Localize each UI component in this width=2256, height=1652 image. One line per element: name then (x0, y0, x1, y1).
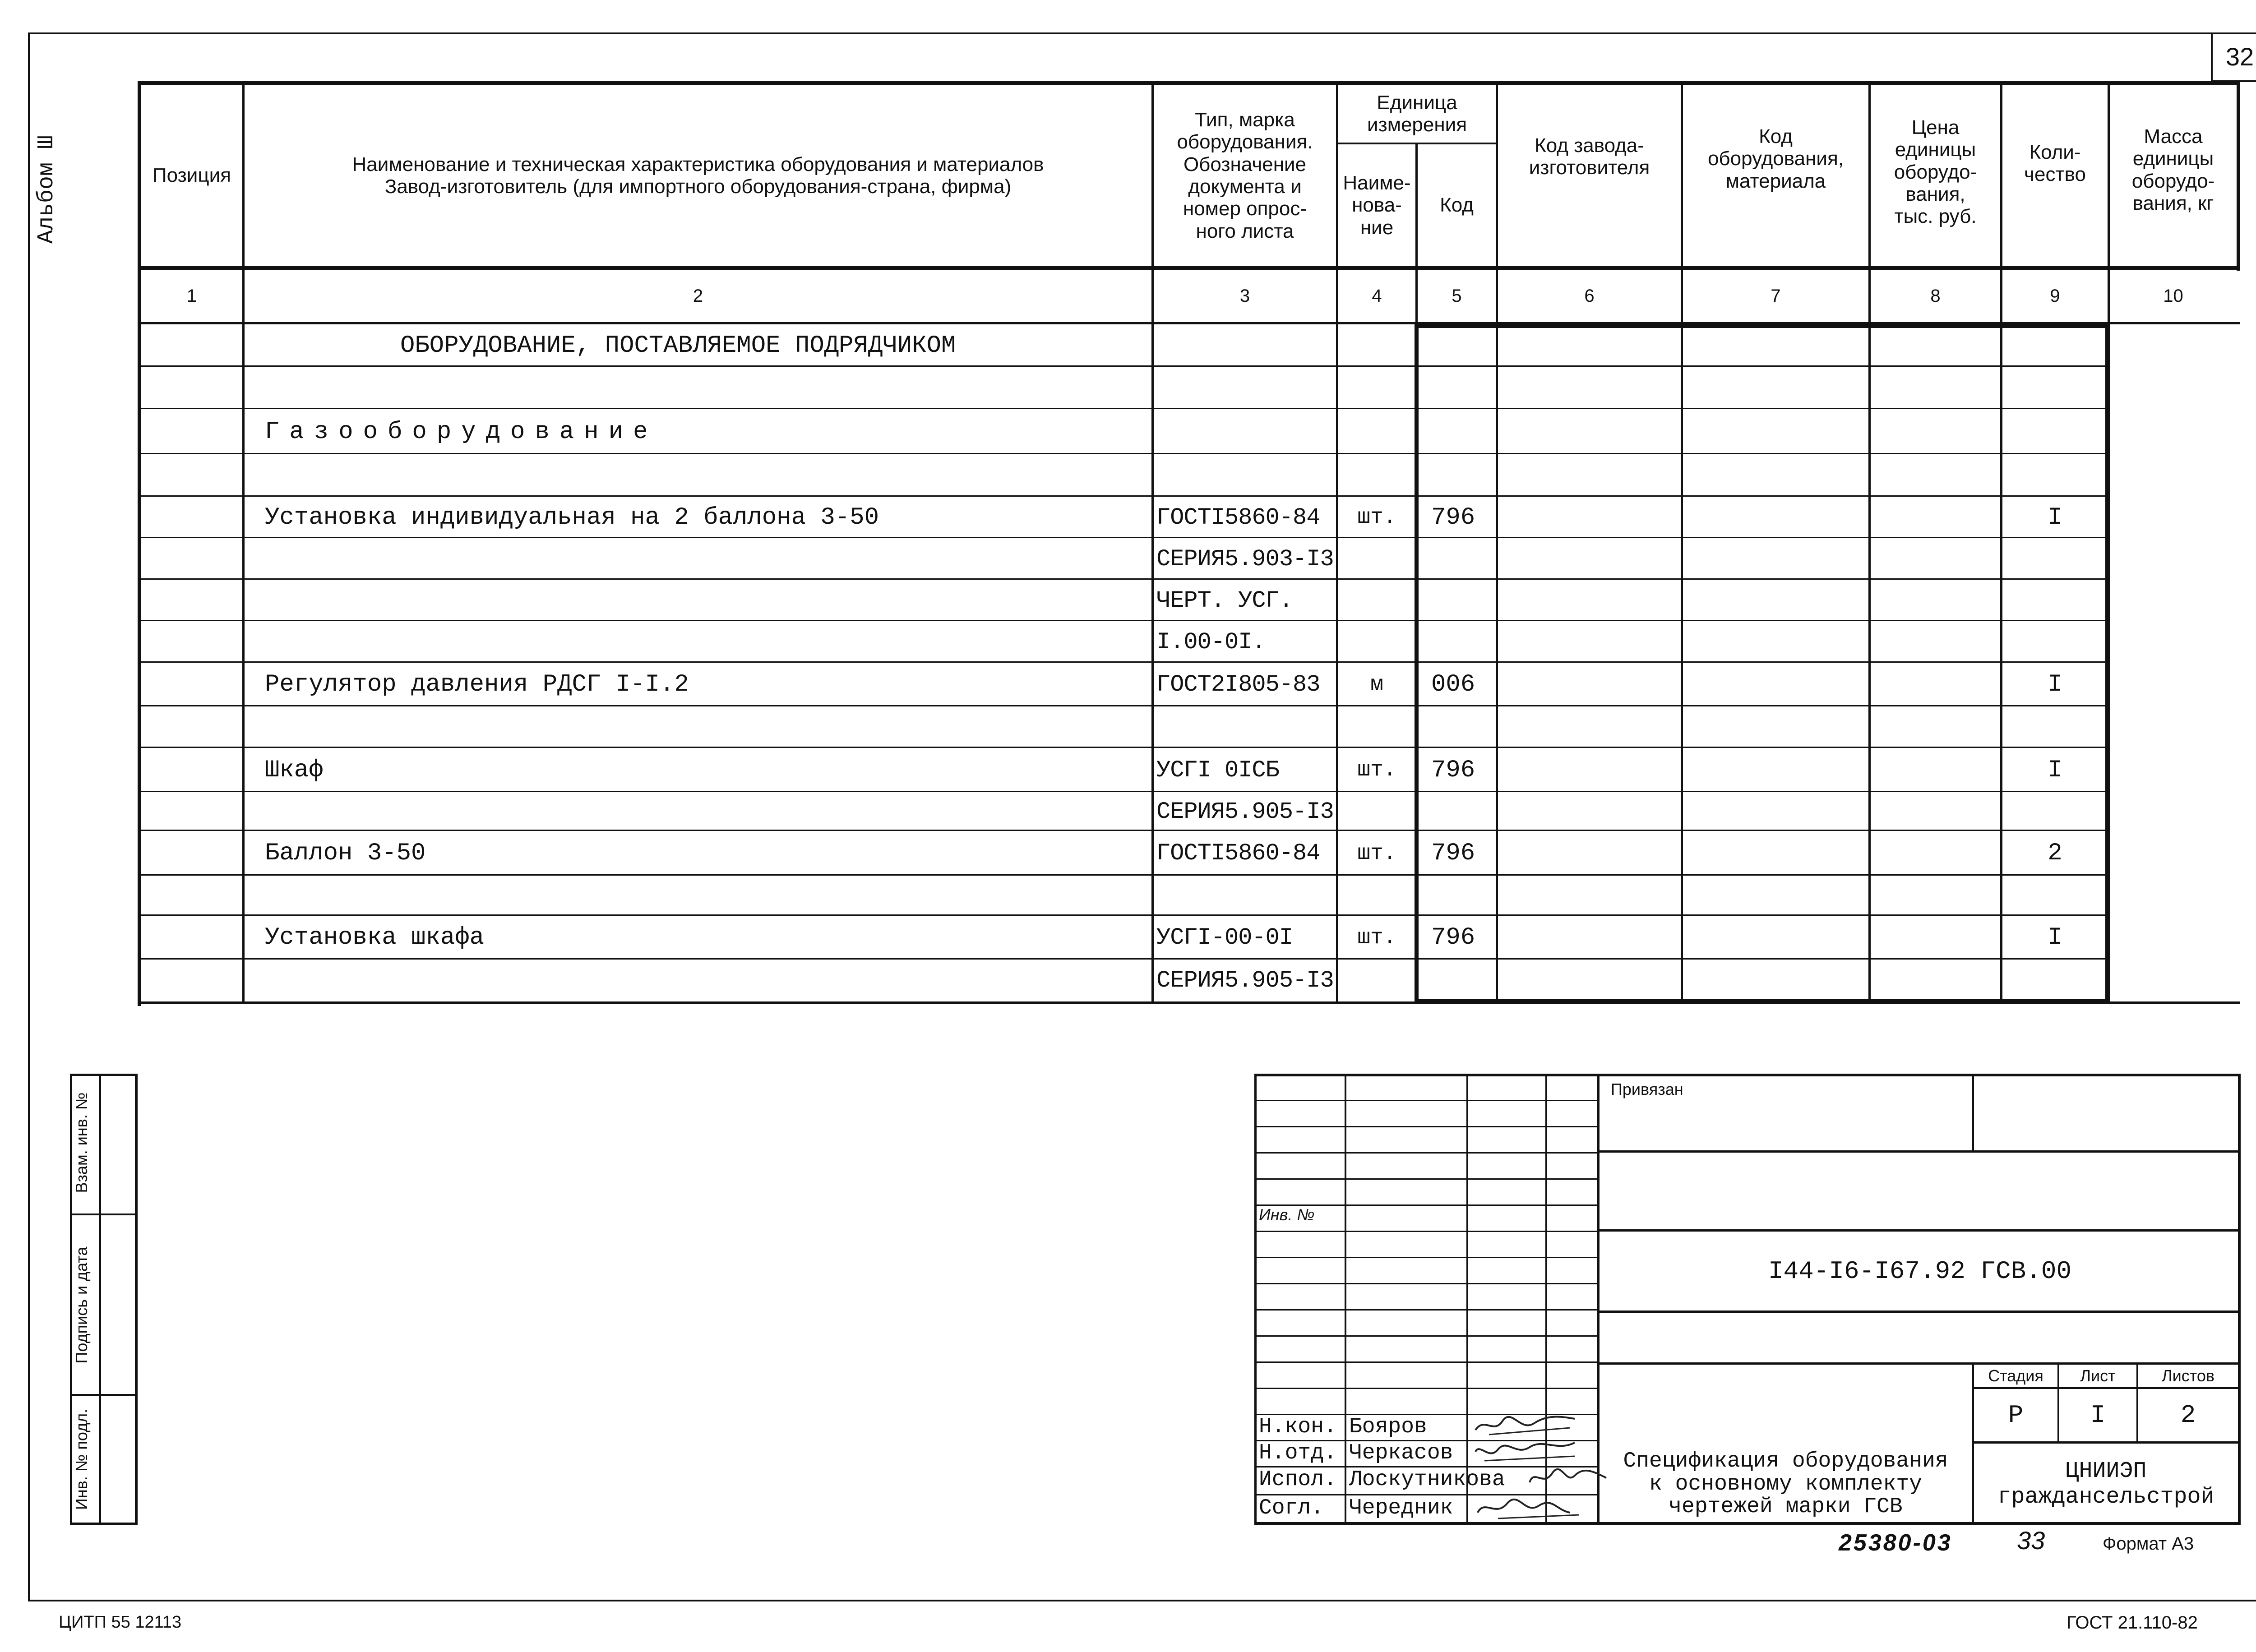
role-label: Н.отд. (1259, 1441, 1337, 1465)
item-type: I.00-0I. (1156, 628, 1266, 655)
item-name: ОБОРУДОВАНИЕ, ПОСТАВЛЯЕМОЕ ПОДРЯДЧИКОМ (400, 332, 956, 360)
item-unit-code: 796 (1431, 924, 1475, 951)
item-unit: м (1370, 672, 1383, 697)
item-quantity (2002, 367, 2108, 409)
table-row (138, 621, 2240, 663)
item-quantity: I (2048, 756, 2062, 784)
header-type-line: документа и (1188, 175, 1302, 198)
colnum-2: 2 (693, 286, 703, 306)
header-unit-name-line: нова- (1352, 194, 1402, 217)
signature-3 (1525, 1464, 1615, 1491)
header-price-line: оборудо- (1894, 161, 1977, 183)
header-name-line1: Наименование и техническая характеристика оборудования и материалов (352, 153, 1044, 175)
item-quantity: 2 (2048, 840, 2062, 867)
header-price-line: вания, (1905, 183, 1965, 205)
item-unit: шт. (1357, 841, 1396, 866)
sheets-value: 2 (2180, 1401, 2196, 1430)
signature-4 (1471, 1492, 1584, 1522)
header-type-line: номер опрос- (1183, 198, 1307, 220)
person-name: Черкасов (1349, 1441, 1453, 1465)
item-unit: шт. (1357, 505, 1396, 530)
item-unit (1338, 621, 1415, 663)
item-name (245, 621, 1151, 663)
item-unit-code (1418, 324, 1496, 367)
side-stamp (70, 1074, 138, 1525)
item-unit-code (1418, 960, 1496, 1001)
item-unit (1338, 409, 1415, 454)
header-qty-line: чество (2024, 163, 2086, 186)
header-equip-line: Код (1759, 125, 1793, 148)
inv-number-label: Инв. № (1259, 1205, 1315, 1224)
table-row (138, 748, 2240, 792)
header-factory-line: изготовителя (1529, 157, 1650, 179)
table-row (138, 580, 2240, 621)
title-block (1254, 1074, 2240, 1525)
item-unit-code (1418, 409, 1496, 454)
sheets-label: Листов (2162, 1366, 2214, 1385)
header-name-line2: Завод-изготовитель (для импортного оборудования-страна, фирма) (384, 175, 1012, 198)
item-quantity: I (2048, 924, 2062, 951)
item-type: УСГI-00-0I (1156, 924, 1293, 951)
organization (1974, 1444, 2238, 1525)
item-quantity (2002, 960, 2108, 1001)
item-unit: шт. (1357, 758, 1396, 782)
item-quantity: I (2048, 503, 2062, 531)
paper-format: Формат А3 (2103, 1534, 2194, 1554)
colnum-4: 4 (1372, 286, 1382, 306)
archive-number: 25380-03 (1839, 1530, 1952, 1556)
header-unit-line: Единица (1377, 91, 1457, 114)
signature-1 (1471, 1412, 1584, 1439)
item-unit (1338, 538, 1415, 580)
header-name (245, 85, 1151, 266)
item-quantity (2002, 621, 2108, 663)
item-type (1154, 409, 1336, 454)
header-type-line: ного листа (1196, 220, 1294, 242)
sheet-label: Лист (2080, 1366, 2116, 1385)
org-line: ЦНИИЭП (2065, 1458, 2147, 1484)
stamp-inv-label: Инв. № подл. (72, 1408, 91, 1510)
header-price-line: тыс. руб. (1894, 205, 1977, 228)
stamp-podpis-label: Подпись и дата (72, 1246, 91, 1364)
table-row (138, 916, 2240, 960)
gost-mark: ГОСТ 21.110-82 (2066, 1613, 2198, 1633)
doc-title-line: Спецификация оборудования (1623, 1449, 1948, 1474)
item-unit (1338, 580, 1415, 621)
header-mass-line: Масса (2144, 125, 2203, 148)
item-name (245, 960, 1151, 1001)
role-label: Н.кон. (1259, 1415, 1337, 1439)
item-unit-code (1418, 876, 1496, 916)
header-quantity (2002, 85, 2108, 266)
item-unit-code (1418, 538, 1496, 580)
header-factory-line: Код завода- (1535, 134, 1644, 157)
doc-title-line: чертежей марки ГСВ (1669, 1495, 1903, 1519)
colnum-7: 7 (1771, 286, 1781, 306)
left-bottom-mark: ЦИТП 55 12113 (59, 1613, 182, 1632)
header-unit-code: Код (1440, 194, 1474, 217)
colnum-5: 5 (1452, 286, 1462, 306)
item-unit (1338, 876, 1415, 916)
item-type: ГОСТ2I805-83 (1156, 671, 1320, 698)
album-label: Альбом Ш (34, 135, 60, 244)
role-label: Согл. (1259, 1496, 1324, 1520)
item-name: Шкаф (265, 756, 324, 784)
table-row (138, 367, 2240, 409)
item-name: Установка индивидуальная на 2 баллона 3-50 (265, 503, 879, 531)
item-name (245, 792, 1151, 831)
item-quantity (2002, 538, 2108, 580)
header-equipment-code (1683, 85, 1868, 266)
table-row (138, 538, 2240, 580)
table-row (138, 663, 2240, 706)
header-unit-name (1338, 144, 1415, 266)
item-name (245, 580, 1151, 621)
colnum-8: 8 (1930, 286, 1941, 306)
item-name (245, 538, 1151, 580)
colnum-3: 3 (1239, 286, 1250, 306)
header-unit-name-line: ние (1360, 216, 1394, 239)
role-label: Испол. (1259, 1467, 1337, 1492)
header-price-line: Цена (1911, 116, 1960, 138)
item-unit-code (1418, 454, 1496, 497)
item-type: ЧЕРТ. УСГ. (1156, 587, 1293, 614)
doc-title-line: к основному комплекту (1649, 1472, 1922, 1496)
org-line: граждансельстрой (1997, 1484, 2214, 1510)
document-designation: I44-I6-I67.92 ГСВ.00 (1768, 1256, 2072, 1286)
item-quantity (2002, 876, 2108, 916)
stage-label: Стадия (1988, 1366, 2043, 1385)
document-title (1600, 1444, 1972, 1525)
item-unit: шт. (1357, 925, 1396, 950)
table-row (138, 454, 2240, 497)
item-unit-code (1418, 792, 1496, 831)
item-type: СЕРИЯ5.903-I3 (1156, 545, 1334, 572)
table-row (138, 831, 2240, 876)
header-unit-name-line: Наиме- (1343, 172, 1411, 194)
item-unit-code (1418, 621, 1496, 663)
spec-table (138, 81, 2240, 1006)
item-unit-code: 796 (1431, 840, 1475, 867)
header-mass-line: вания, кг (2132, 192, 2214, 214)
colnum-6: 6 (1584, 286, 1595, 306)
header-type-line: оборудования. (1177, 131, 1313, 153)
header-type-line: Обозначение (1183, 153, 1307, 175)
header-position: Позиция (153, 164, 231, 187)
item-quantity (2002, 706, 2108, 748)
item-unit-code: 796 (1431, 503, 1475, 531)
item-type: УСГI 0IСБ (1156, 757, 1279, 784)
sheet-value: I (2090, 1401, 2106, 1430)
item-name (245, 454, 1151, 497)
item-unit (1338, 706, 1415, 748)
item-unit-code: 006 (1431, 671, 1475, 698)
colnum-10: 10 (2163, 286, 2183, 306)
item-unit (1338, 367, 1415, 409)
header-factory-code (1498, 85, 1681, 266)
archive-sheet-number: 33 (2017, 1526, 2045, 1555)
person-name: Чередник (1349, 1496, 1453, 1520)
item-unit (1338, 792, 1415, 831)
stamp-vzam-label: Взам. инв. № (72, 1092, 91, 1193)
item-quantity (2002, 324, 2108, 367)
item-unit (1338, 454, 1415, 497)
table-row (138, 792, 2240, 831)
header-unit-group (1338, 85, 1496, 143)
item-quantity (2002, 409, 2108, 454)
item-quantity (2002, 792, 2108, 831)
item-name: Регулятор давления РДСГ I-I.2 (265, 671, 689, 698)
table-row (138, 876, 2240, 916)
item-name (245, 367, 1151, 409)
item-name: Установка шкафа (265, 924, 485, 951)
header-equip-line: материала (1725, 170, 1826, 192)
table-body (138, 324, 2240, 1001)
table-row (138, 409, 2240, 454)
item-type: ГОСТI5860-84 (1156, 840, 1320, 867)
item-quantity: I (2048, 671, 2062, 698)
item-quantity (2002, 454, 2108, 497)
item-unit (1338, 960, 1415, 1001)
header-qty-line: Коли- (2029, 141, 2081, 163)
header-price (1871, 85, 2000, 266)
signature-2 (1471, 1438, 1584, 1465)
table-row (138, 706, 2240, 748)
header-mass (2110, 85, 2237, 266)
item-name: Газооборудование (265, 418, 658, 446)
header-mass-line: единицы (2132, 148, 2214, 170)
stage-value: Р (2008, 1401, 2024, 1430)
item-unit-code (1418, 367, 1496, 409)
item-unit-code (1418, 580, 1496, 621)
colnum-1: 1 (186, 286, 197, 306)
colnum-9: 9 (2050, 286, 2060, 306)
item-name (245, 876, 1151, 916)
item-type: СЕРИЯ5.905-I3 (1156, 798, 1334, 825)
item-type (1154, 454, 1336, 497)
person-name: Бояров (1349, 1415, 1427, 1439)
item-quantity (2002, 580, 2108, 621)
page-number: 32 (2211, 32, 2256, 82)
item-type: ГОСТI5860-84 (1156, 504, 1320, 531)
header-mass-line: оборудо- (2131, 170, 2215, 192)
person-name: Лоскутникова (1349, 1467, 1505, 1492)
header-type (1154, 85, 1336, 266)
item-type (1154, 876, 1336, 916)
header-unit-line: измерения (1367, 114, 1467, 136)
item-name: Баллон 3-50 (265, 840, 426, 867)
privyazan-label: Привязан (1611, 1080, 1683, 1098)
item-type (1154, 706, 1336, 748)
item-unit-code (1418, 706, 1496, 748)
header-equip-line: оборудования, (1707, 148, 1844, 170)
item-unit (1338, 324, 1415, 367)
table-row (138, 960, 2240, 1001)
header-type-line: Тип, марка (1195, 109, 1295, 131)
table-row (138, 324, 2240, 367)
header-price-line: единицы (1895, 138, 1976, 161)
table-row (138, 497, 2240, 538)
item-type (1154, 367, 1336, 409)
item-name (245, 706, 1151, 748)
item-type (1154, 324, 1336, 367)
item-type: СЕРИЯ5.905-I3 (1156, 967, 1334, 994)
item-unit-code: 796 (1431, 756, 1475, 784)
